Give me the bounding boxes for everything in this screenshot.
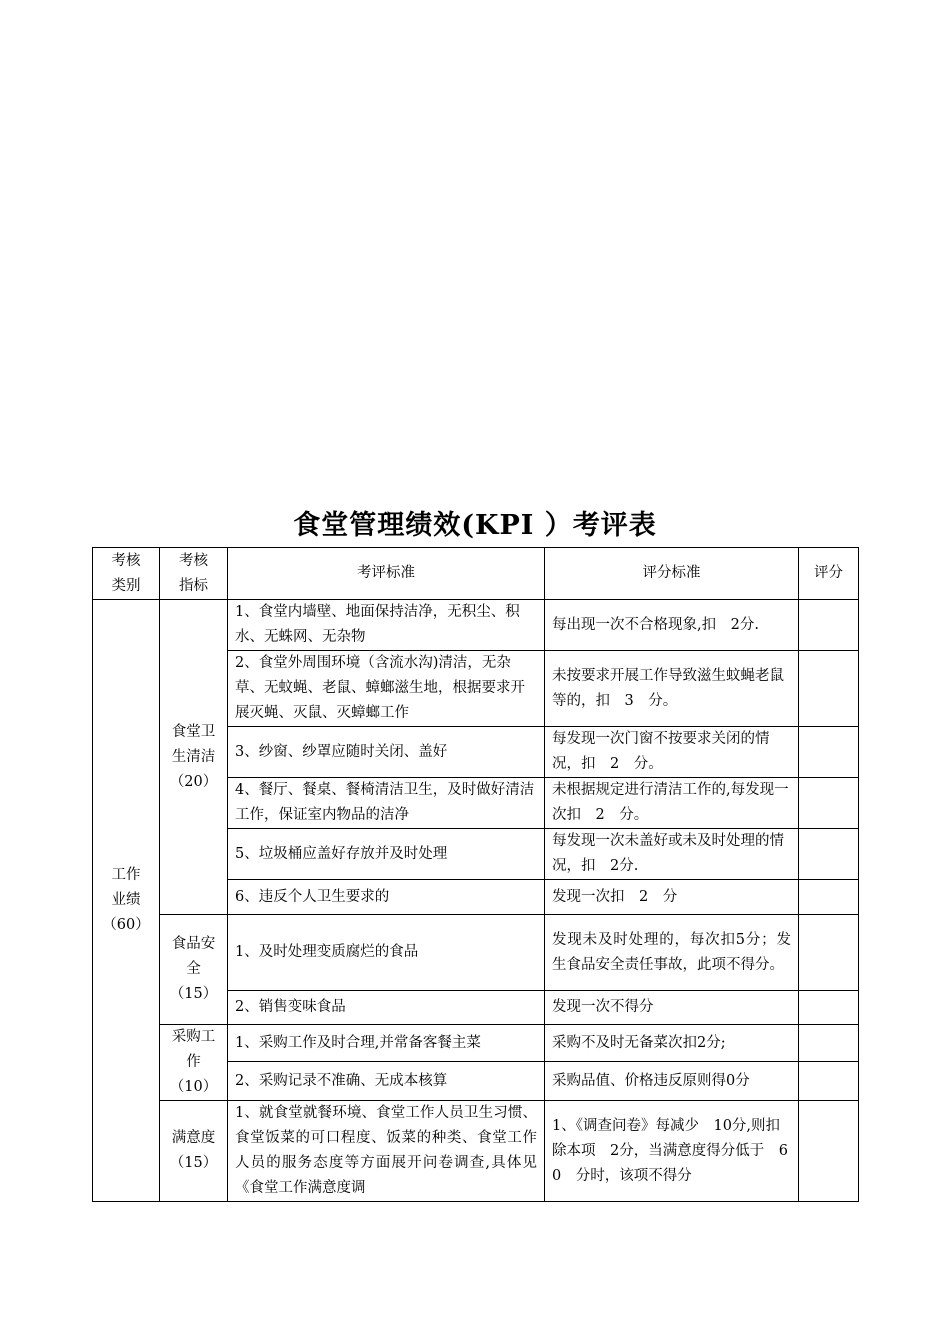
criteria-cell: 6、违反个人卫生要求的 bbox=[228, 880, 545, 915]
score-cell[interactable] bbox=[799, 829, 859, 880]
indicator-satisfaction: 满意度 （15） bbox=[160, 1101, 228, 1202]
scoring-cell: 每发现一次未盖好或未及时处理的情况，扣 2分. bbox=[545, 829, 799, 880]
score-cell[interactable] bbox=[799, 600, 859, 651]
score-cell[interactable] bbox=[799, 1062, 859, 1101]
scoring-cell: 未根据规定进行清洁工作的,每发现一次扣 2 分。 bbox=[545, 778, 799, 829]
criteria-cell: 2、采购记录不准确、无成本核算 bbox=[228, 1062, 545, 1101]
criteria-cell: 1、就食堂就餐环境、食堂工作人员卫生习惯、食堂饭菜的可口程度、饭菜的种类、食堂工作人员的服务态度等方面展开问卷调查,具体见《食堂工作满意度调 bbox=[228, 1101, 545, 1202]
scoring-cell: 发现一次扣 2 分 bbox=[545, 880, 799, 915]
table-header-row bbox=[93, 548, 859, 600]
category-cell: 工作 业绩 （60） bbox=[93, 600, 160, 1202]
criteria-cell: 2、销售变味食品 bbox=[228, 991, 545, 1025]
scoring-cell: 未按要求开展工作导致滋生蚊蝇老鼠等的，扣 3 分。 bbox=[545, 651, 799, 727]
criteria-cell: 3、纱窗、纱罩应随时关闭、盖好 bbox=[228, 727, 545, 778]
document-title: 食堂管理绩效(KPI ）考评表 bbox=[293, 510, 657, 541]
table-row bbox=[93, 600, 859, 651]
indicator-purchasing: 采购工 作 （10） bbox=[160, 1025, 228, 1101]
score-cell[interactable] bbox=[799, 1101, 859, 1202]
scoring-cell: 采购不及时无备菜次扣2分; bbox=[545, 1025, 799, 1062]
criteria-cell: 1、食堂内墙壁、地面保持洁净，无积尘、积水、无蛛网、无杂物 bbox=[228, 600, 545, 651]
score-cell[interactable] bbox=[799, 991, 859, 1025]
header-indicator: 考核 指标 bbox=[160, 548, 228, 600]
score-cell[interactable] bbox=[799, 880, 859, 915]
scoring-cell: 发现未及时处理的，每次扣5分；发生食品安全责任事故，此项不得分。 bbox=[545, 915, 799, 991]
criteria-cell: 5、垃圾桶应盖好存放并及时处理 bbox=[228, 829, 545, 880]
table-row bbox=[93, 1101, 859, 1202]
scoring-cell: 每发现一次门窗不按要求关闭的情况，扣 2 分。 bbox=[545, 727, 799, 778]
table-row bbox=[93, 1025, 859, 1062]
scoring-cell: 1、《调查问卷》每减少 10分,则扣除本项 2分，当满意度得分低于 60 分时，该项不得分 bbox=[545, 1101, 799, 1202]
score-cell[interactable] bbox=[799, 727, 859, 778]
criteria-cell: 1、采购工作及时合理,并常备客餐主菜 bbox=[228, 1025, 545, 1062]
indicator-food-safety: 食品安 全 （15） bbox=[160, 915, 228, 1025]
score-cell[interactable] bbox=[799, 651, 859, 727]
scoring-cell: 发现一次不得分 bbox=[545, 991, 799, 1025]
scoring-cell: 每出现一次不合格现象,扣 2分. bbox=[545, 600, 799, 651]
score-cell[interactable] bbox=[799, 915, 859, 991]
header-scoring: 评分标准 bbox=[545, 548, 799, 600]
criteria-cell: 2、食堂外周围环境（含流水沟)清洁，无杂草、无蚊蝇、老鼠、蟑螂滋生地，根据要求开展灭蝇、灭鼠、灭蟑螂工作 bbox=[228, 651, 545, 727]
header-category: 考核 类别 bbox=[93, 548, 160, 600]
criteria-cell: 4、餐厅、餐桌、餐椅清洁卫生，及时做好清洁工作，保证室内物品的洁净 bbox=[228, 778, 545, 829]
score-cell[interactable] bbox=[799, 1025, 859, 1062]
header-score: 评分 bbox=[799, 548, 859, 600]
indicator-hygiene: 食堂卫 生清洁 （20） bbox=[160, 600, 228, 915]
criteria-cell: 1、及时处理变质腐烂的食品 bbox=[228, 915, 545, 991]
kpi-table bbox=[92, 547, 859, 1202]
scoring-cell: 采购品值、价格违反原则得0分 bbox=[545, 1062, 799, 1101]
header-criteria: 考评标准 bbox=[228, 548, 545, 600]
score-cell[interactable] bbox=[799, 778, 859, 829]
table-row bbox=[93, 915, 859, 991]
